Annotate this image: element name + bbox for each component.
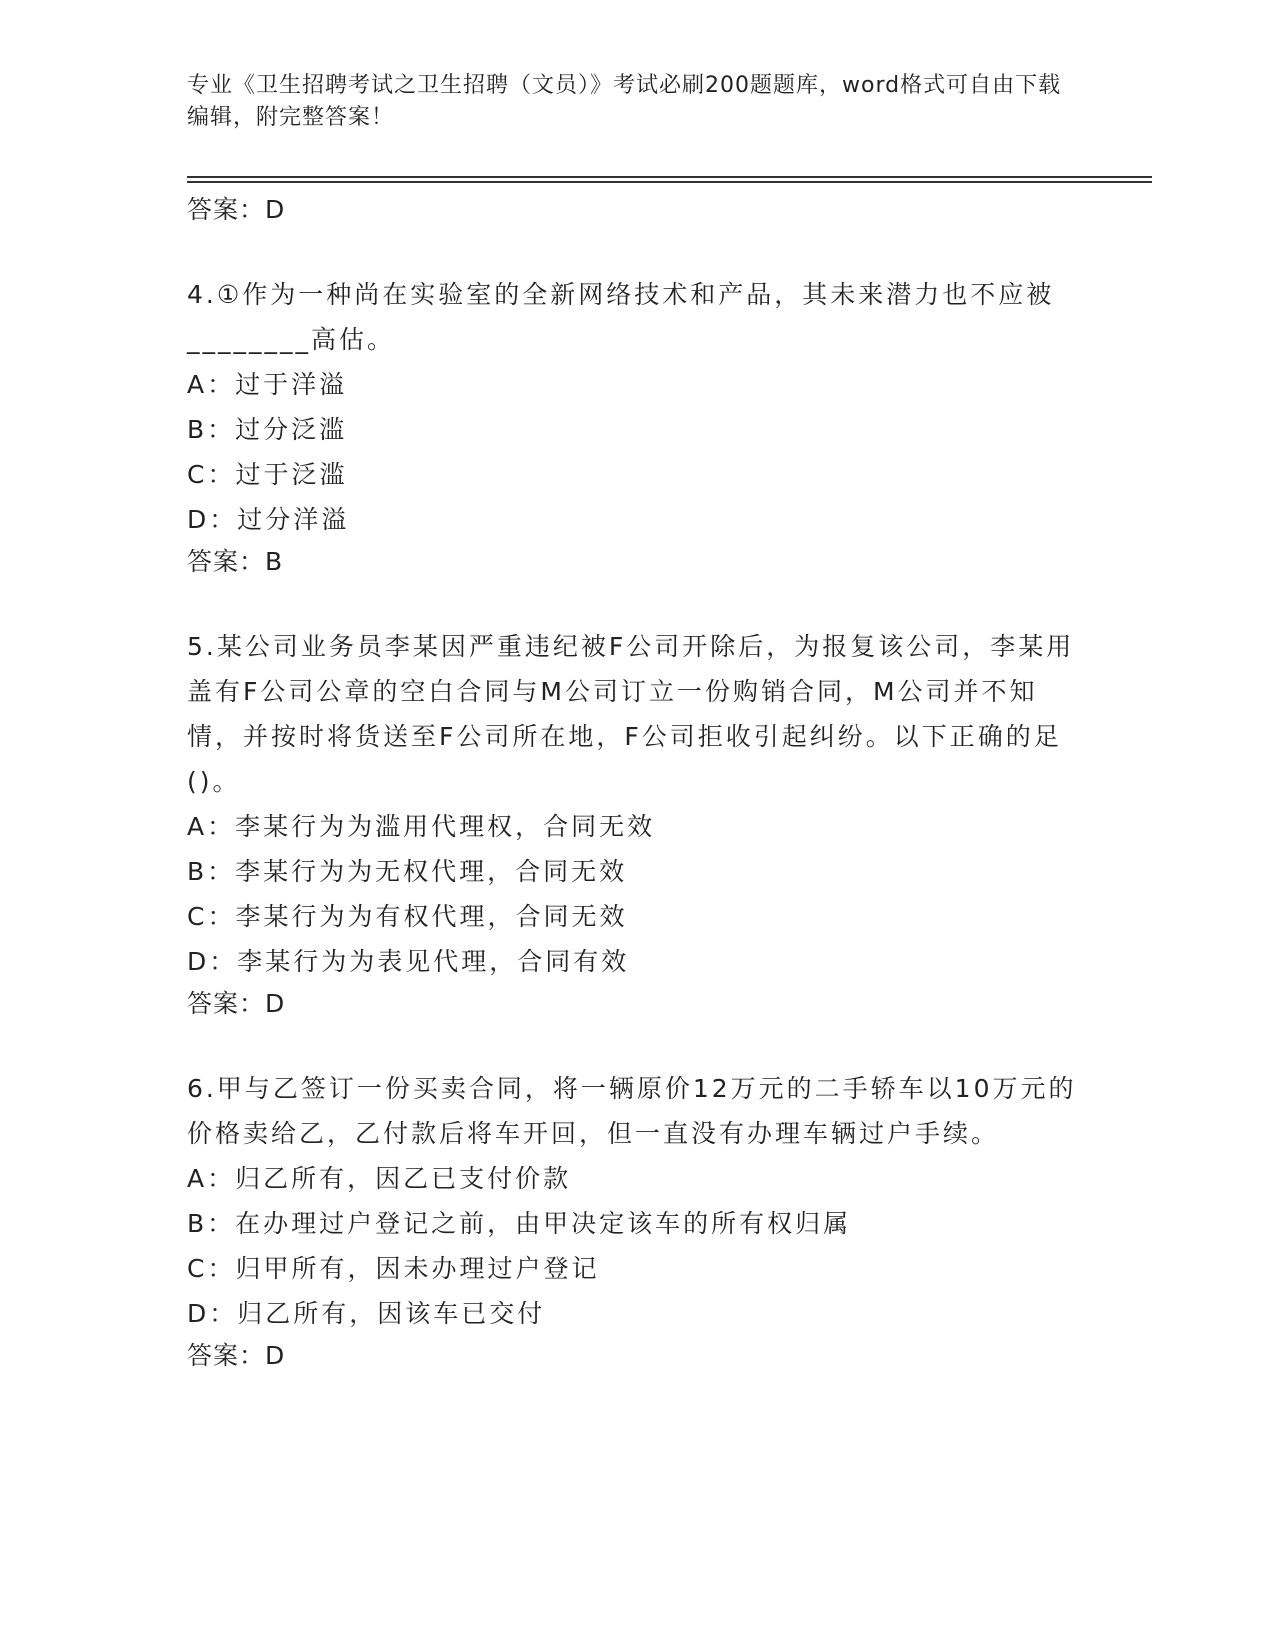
- option-c: C：李某行为为有权代理，合同无效: [187, 902, 628, 931]
- answer-label: 答案：D: [187, 989, 286, 1018]
- option-d: D：李某行为为表见代理，合同有效: [187, 947, 630, 976]
- option-d: D：过分洋溢: [187, 505, 350, 534]
- option-d: D：归乙所有，因该车已交付: [187, 1299, 546, 1328]
- answer-label: 答案：D: [187, 195, 286, 224]
- question-text: 5.某公司业务员李某因严重违纪被F公司开除后，为报复该公司，李某用盖有F公司公章的空白合同与M公司订立一份购销合同，M公司并不知情，并按时将货送至F公司所在地，F公司拒收引起纠纷。以下正确的足()。: [187, 632, 1075, 796]
- question-text: 4.①作为一种尚在实验室的全新网络技术和产品，其未来潜力也不应被________高估。: [187, 280, 1055, 354]
- document-body: [187, 190, 1087, 1376]
- option-c: C：过于泛滥: [187, 460, 348, 489]
- header-text: 专业《卫生招聘考试之卫生招聘（文员）》考试必刷200题题库，word格式可自由下载编辑，附完整答案！: [187, 73, 1062, 130]
- answer-label: 答案：B: [187, 547, 284, 576]
- option-a: A：李某行为为滥用代理权，合同无效: [187, 812, 656, 841]
- question-block-4: [187, 272, 1087, 582]
- option-b: B：李某行为为无权代理，合同无效: [187, 857, 628, 886]
- option-a: A：过于洋溢: [187, 370, 348, 399]
- answer-label: 答案：D: [187, 1341, 286, 1370]
- document-header: [187, 70, 1067, 134]
- option-a: A：归乙所有，因乙已支付价款: [187, 1164, 572, 1193]
- option-c: C：归甲所有，因未办理过户登记: [187, 1254, 600, 1283]
- question-block-6: [187, 1066, 1087, 1376]
- option-b: B：在办理过户登记之前，由甲决定该车的所有权归属: [187, 1209, 852, 1238]
- header-rule-top: [187, 176, 1152, 178]
- question-block-5: [187, 624, 1087, 1024]
- option-b: B：过分泛滥: [187, 415, 348, 444]
- question-text: 6.甲与乙签订一份买卖合同，将一辆原价12万元的二手轿车以10万元的价格卖给乙，乙付款后将车开回，但一直没有办理车辆过户手续。: [187, 1074, 1077, 1148]
- header-rule-bottom: [187, 181, 1152, 183]
